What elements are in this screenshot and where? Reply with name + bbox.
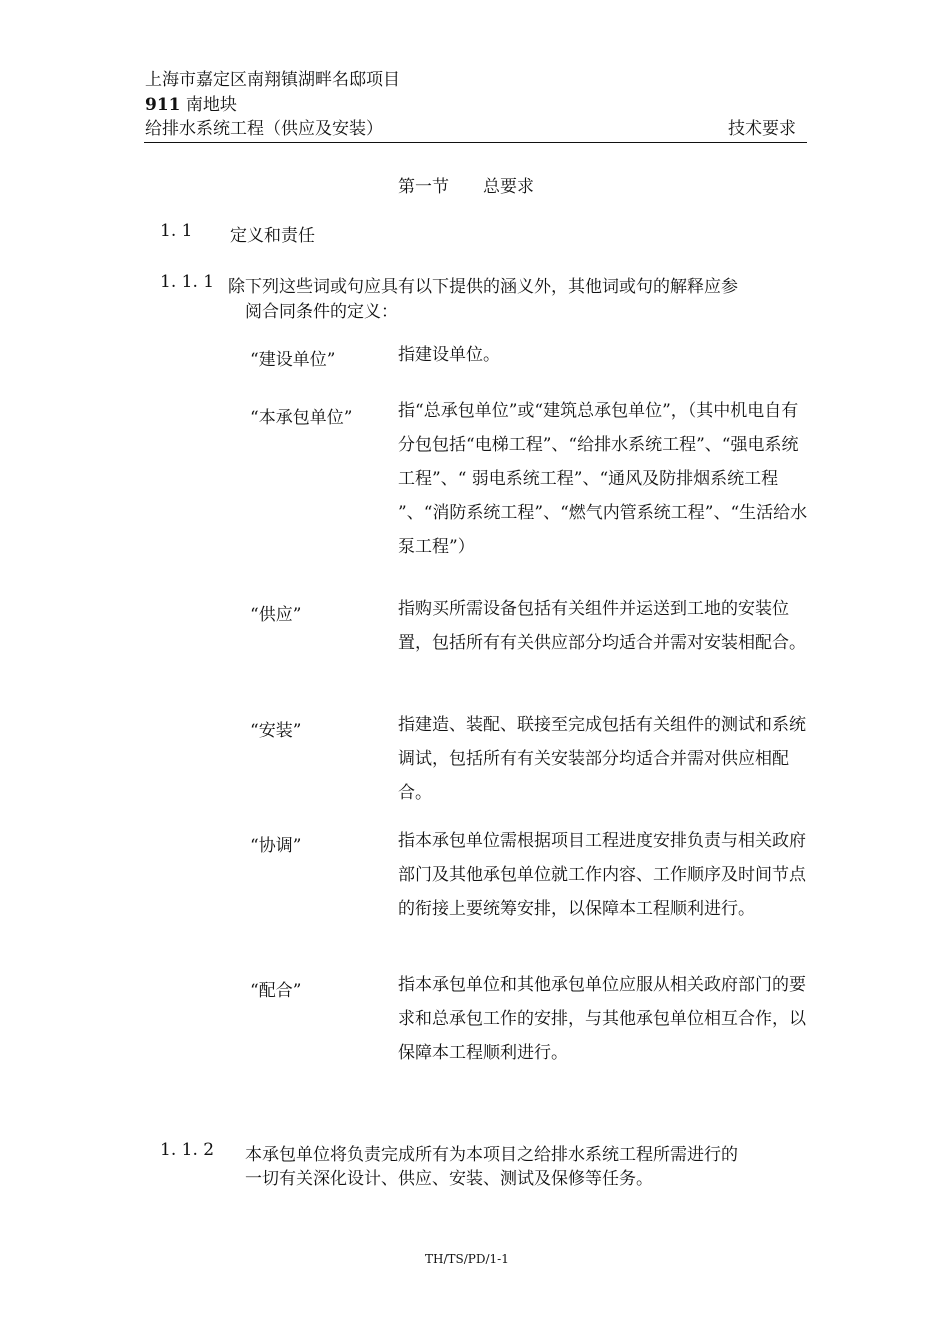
definition-term: “协调”: [250, 836, 302, 856]
clause-1-1-2-line1: 本承包单位将负责完成所有为本项目之给排水系统工程所需进行的: [245, 1145, 738, 1165]
header-plot-number: 911: [145, 95, 181, 115]
definition-term: “安装”: [250, 721, 302, 741]
header-rule: [144, 142, 807, 143]
definition-text: 指本承包单位和其他承包单位应服从相关政府部门的要求和总承包工作的安排，与其他承包单位相互合作，以保障本工程顺利进行。: [398, 975, 806, 1063]
header-project-name: 上海市嘉定区南翔镇湖畔名邸项目: [145, 70, 400, 90]
header-plot: [145, 93, 237, 117]
definition-text: 指建设单位。: [398, 345, 500, 365]
clause-1-1-2-line2: 一切有关深化设计、供应、安装、测试及保修等任务。: [245, 1169, 653, 1189]
section-title: 第一节 总要求: [398, 177, 534, 197]
clause-1-1-number: 1. 1: [160, 221, 193, 241]
header-system-title: 给排水系统工程（供应及安装）: [145, 119, 383, 139]
clause-1-1-2-number: 1. 1. 2: [160, 1140, 215, 1160]
definition-term: “建设单位”: [250, 350, 336, 370]
definition-text: 指“总承包单位”或“建筑总承包单位”，（其中机电自有分包包括“电梯工程”、“给排水系统工程”、“强电系统工程”、“ 弱电系统工程”、“通风及防排烟系统工程 ”、“消防系统工程”、“燃气内管系统工程”、“生活给水泵工程”）: [398, 401, 808, 557]
clause-1-1-1-number: 1. 1. 1: [160, 272, 215, 292]
definition-term: “配合”: [250, 981, 302, 1001]
header-plot-label: 南地块: [180, 95, 237, 115]
header-doc-type: 技术要求: [728, 119, 796, 139]
definition-term: “本承包单位”: [250, 408, 353, 428]
definition-term: “供应”: [250, 605, 302, 625]
clause-1-1-1-line2: 阅合同条件的定义：: [245, 302, 398, 322]
definition-text: 指购买所需设备包括有关组件并运送到工地的安装位置，包括所有有关供应部分均适合并需对安装相配合。: [398, 599, 806, 653]
clause-1-1-1-line1: 除下列这些词或句应具有以下提供的涵义外，其他词或句的解释应参: [228, 277, 738, 297]
definition-text: 指建造、装配、联接至完成包括有关组件的测试和系统调试，包括所有有关安装部分均适合并需对供应相配合。: [398, 715, 806, 803]
page-footer-code: TH/TS/PD/1-1: [425, 1252, 509, 1266]
definition-text: 指本承包单位需根据项目工程进度安排负责与相关政府部门及其他承包单位就工作内容、工作顺序及时间节点的衔接上要统筹安排，以保障本工程顺利进行。: [398, 831, 806, 919]
clause-1-1-title: 定义和责任: [230, 226, 315, 246]
